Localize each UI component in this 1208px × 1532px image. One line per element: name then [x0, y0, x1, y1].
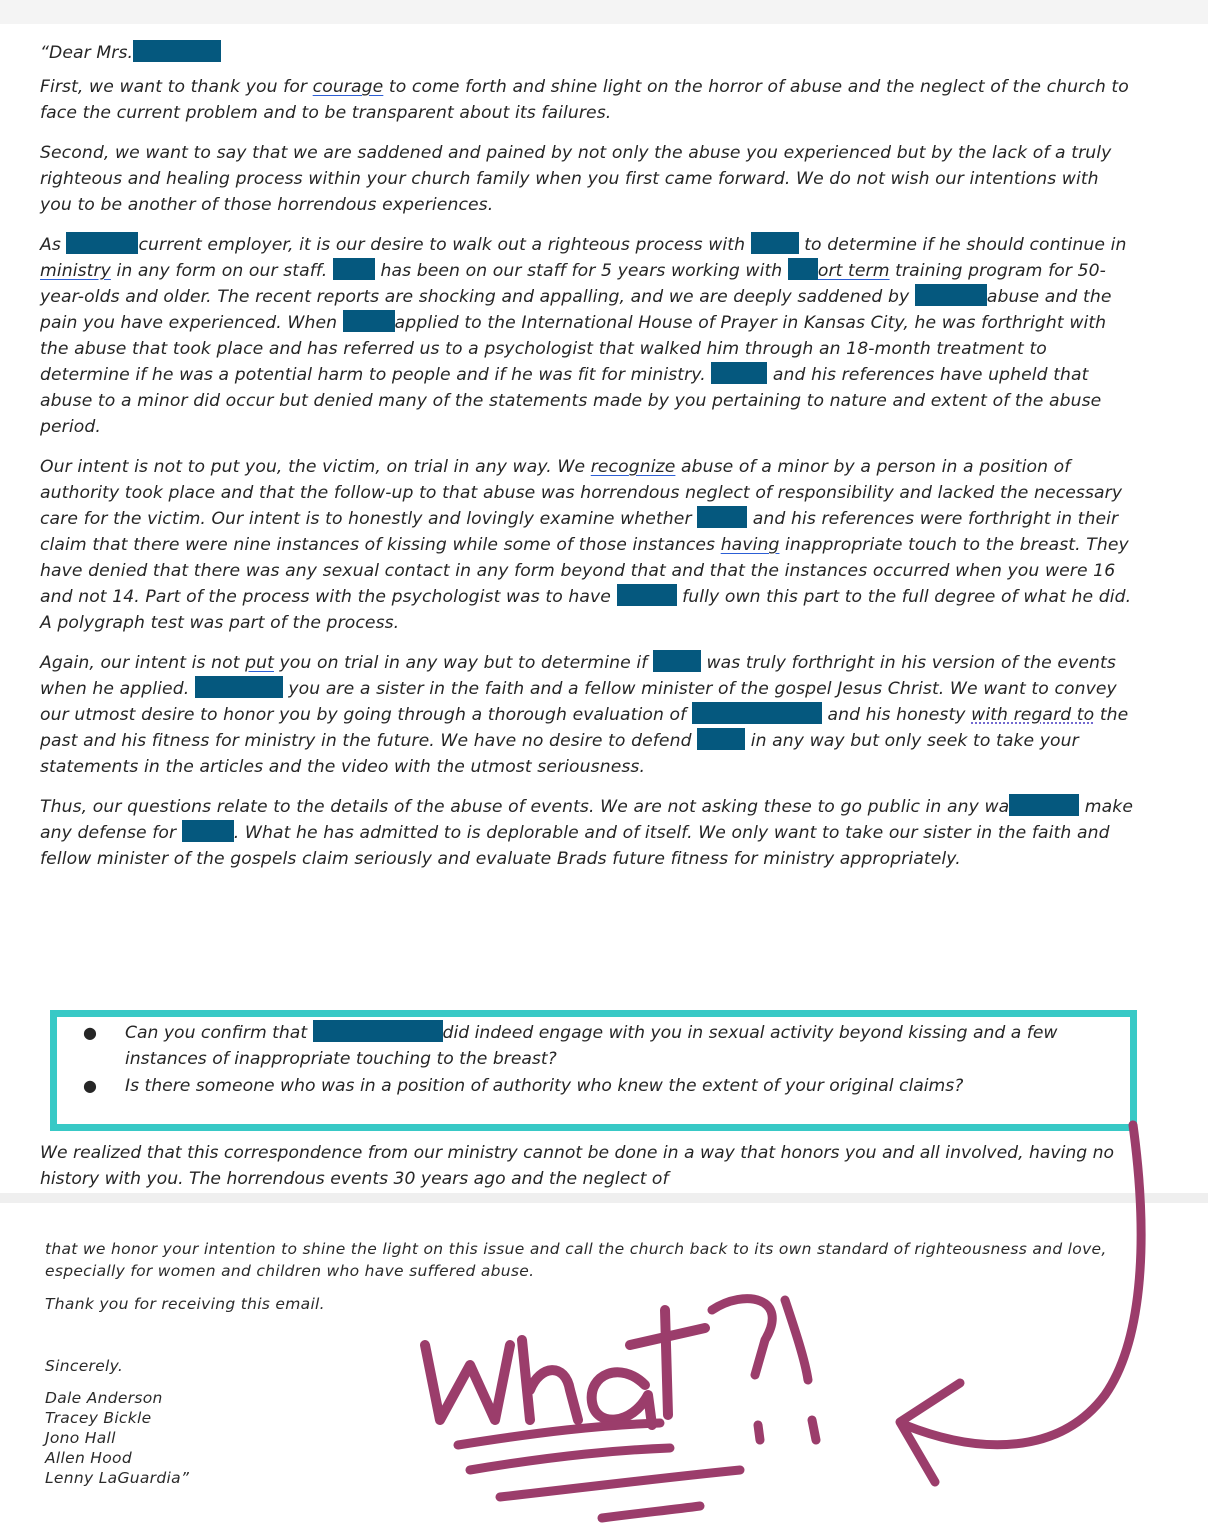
closing-line: Sincerely. — [45, 1357, 124, 1375]
redaction-block — [66, 232, 138, 254]
redaction-block — [1009, 794, 1079, 816]
redaction-block — [788, 258, 818, 280]
question-list — [80, 1020, 1100, 1100]
redaction-block — [915, 284, 987, 306]
question-item: ● Is there someone who was in a position of authority who knew the extent of your original claims? — [80, 1073, 1100, 1099]
thanks-line: Thank you for receiving this email. — [45, 1295, 325, 1313]
redaction-block — [617, 584, 677, 606]
redaction-block — [692, 702, 822, 724]
redaction-block — [343, 310, 395, 332]
underlined-word: put — [245, 653, 274, 673]
top-bar — [0, 0, 1208, 24]
signer-name: Lenny LaGuardia” — [45, 1469, 190, 1487]
signer-name: Jono Hall — [45, 1429, 116, 1447]
redaction-block — [697, 728, 745, 750]
letter-page-bottom — [45, 1238, 1125, 1488]
signature-list — [45, 1388, 1125, 1488]
redaction-block — [653, 650, 701, 672]
question-item: ● Can you confirm that did indeed engage with you in sexual activity beyond kissing and a few instances of inappropriate touching to the breast? — [80, 1020, 1100, 1072]
bullet-icon: ● — [83, 1023, 97, 1042]
paragraph-saddened: Second, we want to say that we are saddened and pained by not only the abuse you experienced but by the lack of a truly righteous and healing process within your church family when you first came forward. We do not wish our intentions with you to be another of those horrendous experiences. — [40, 143, 1112, 215]
salutation: “Dear Mrs. — [40, 40, 1135, 66]
signer-name: Dale Anderson — [45, 1389, 163, 1407]
paragraph-thanks: First, we want to thank you for courage to come forth and shine light on the horror of abuse and the neglect of the church to face the current problem and to be transparent about its failures. — [40, 77, 1129, 123]
underlined-word: ministry — [40, 261, 111, 281]
paragraph-continuation: that we honor your intention to shine the light on this issue and call the church back to its own standard of righteousness and love, especially for women and children who have suffered abuse. — [45, 1240, 1107, 1280]
paragraph-again: Again, our intent is not put you on trial in any way but to determine if was truly forthright in his version of the events when he applied. you are a sister in the faith and a fellow minister of the gospel Jesus Christ. We want to convey our utmost desire to honor you by going through a thorough evaluation of and his honesty with regard to the past and his fitness for ministry in the future. We have no desire to defend in any way but only seek to take your statements in the articles and the video with the utmost seriousness. — [40, 650, 1135, 780]
underline-stroke — [602, 1506, 700, 1518]
redaction-block — [313, 1020, 443, 1042]
underlined-word: ort term — [817, 261, 890, 281]
paragraph-intent: Our intent is not to put you, the victim, on trial in any way. We recognize abuse of a minor by a person in a position of authority took place and that the follow-up to that abuse was horrendous neglect of responsibility and lacked the necessary care for the victim. Our intent is to honestly and lovingly examine whether and his references were forthright in their claim that there were nine instances of kissing while some of those instances having inappropriate touch to the breast. They have denied that there was any sexual contact in any form beyond that and that the instances occurred when you were 16 and not 14. Part of the process with the psychologist was to have fully own this part to the full degree of what he did. A polygraph test was part of the process. — [40, 457, 1132, 633]
paragraph-realized: We realized that this correspondence from our ministry cannot be done in a way that honors you and all involved, having no history with you. The horrendous events 30 years ago and the neglect of — [40, 1143, 1115, 1189]
redaction-block — [333, 258, 375, 280]
underlined-word: recognize — [590, 457, 676, 477]
underlined-word: courage — [312, 77, 384, 97]
redaction-block — [133, 40, 221, 62]
redaction-block — [182, 820, 234, 842]
signer-name: Allen Hood — [45, 1449, 132, 1467]
letter-page-top — [40, 40, 1135, 886]
bullet-icon: ● — [83, 1076, 97, 1095]
page-divider — [0, 1193, 1208, 1203]
paragraph-questions-intro: Thus, our questions relate to the details of the abuse of events. We are not asking these to go public in any wa make any defense for . What he has admitted to is deplorable and of itself. We only want to take our sister in the faith and fellow minister of the gospels claim seriously and evaluate Brads future fitness for ministry appropriately. — [40, 794, 1135, 872]
redaction-block — [697, 506, 747, 528]
signer-name: Tracey Bickle — [45, 1409, 152, 1427]
underlined-word: having — [720, 535, 780, 555]
underlined-phrase: with regard to — [971, 705, 1095, 725]
paragraph-employer: As current employer, it is our desire to walk out a righteous process with to determine if he should continue in ministry in any form on our staff. has been on our staff for 5 years working with ort term training program for 50-year-olds and older. The recent reports are shocking and appalling, and we are deeply saddened by abuse and the pain you have experienced. When applied to the International House of Prayer in Kansas City, he was forthright with the abuse that took place and has referred us to a psychologist that walked him through an 18-month treatment to determine if he was a potential harm to people and if he was fit for ministry. and his references have upheld that abuse to a minor did occur but denied many of the statements made by you pertaining to nature and extent of the abuse period. — [40, 232, 1135, 440]
redaction-block — [195, 676, 283, 698]
redaction-block — [751, 232, 799, 254]
redaction-block — [711, 362, 767, 384]
